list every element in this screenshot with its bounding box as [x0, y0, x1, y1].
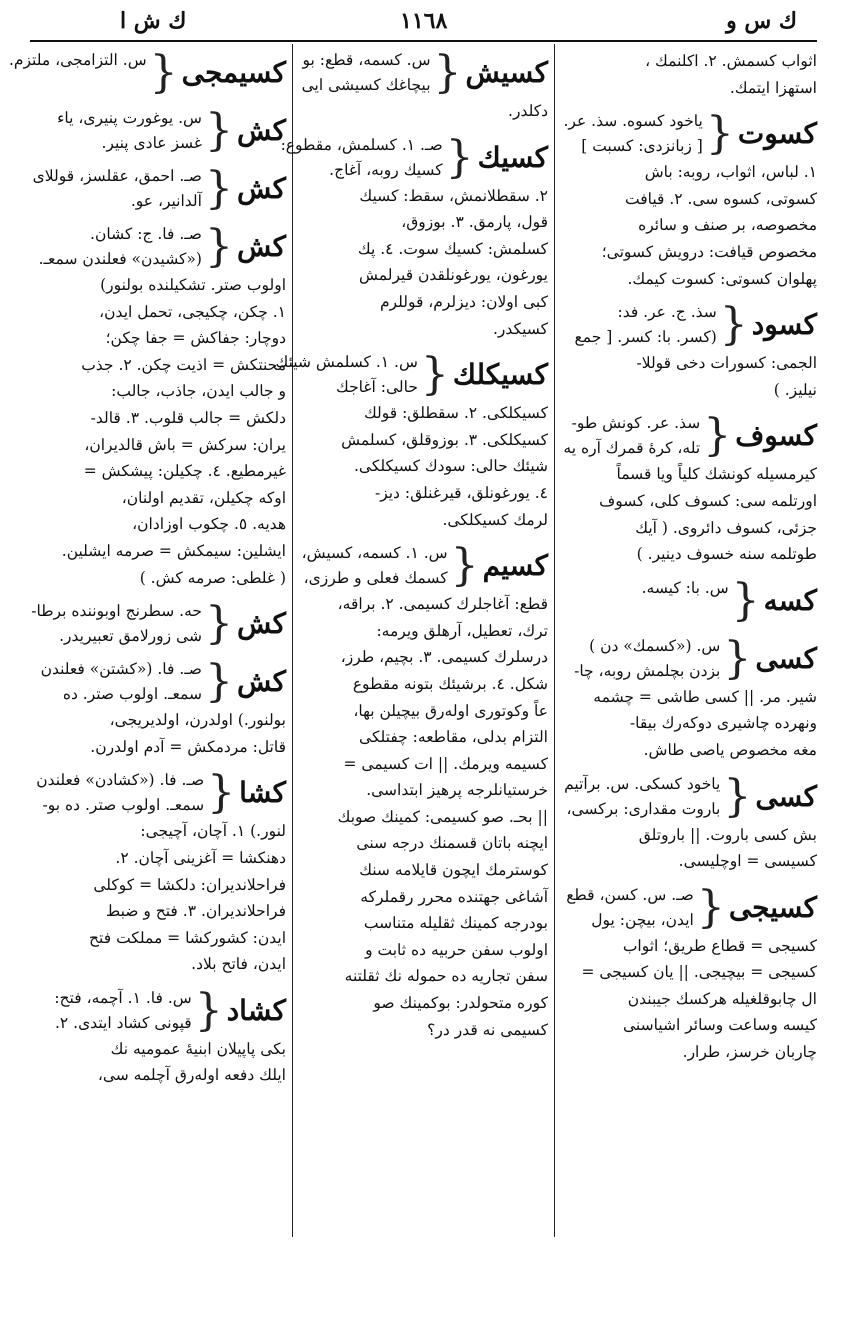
headword-gloss	[566, 883, 694, 933]
definition-line: يران: سركش = باش قالديران،	[84, 435, 286, 454]
gloss-line: كسيك روبه، آغاج.	[329, 160, 443, 179]
headword-gloss	[54, 986, 191, 1036]
entry-head-row	[30, 599, 286, 649]
definition-line: فراحلانديران: دلكشا = كوكلى	[93, 875, 286, 894]
headword: كسيم	[482, 549, 548, 583]
brace-glyph: {	[204, 656, 233, 708]
definition-line: دوچار: جفاكش = جفا چكن؛	[105, 329, 286, 348]
entry-head-row	[562, 300, 817, 350]
gloss-line: صـ. فا. ج: كشان.	[90, 225, 202, 243]
definition-line: نيليز. )	[773, 380, 817, 399]
gloss-line: («كشيدن» فعلندن سمعـ.	[38, 250, 202, 268]
definition-line: كسيكلكى. ٢. سقطلق: قولك	[363, 404, 548, 423]
definition-line: مغه مخصوص ياصى طاش.	[643, 740, 817, 759]
headword: كشاد	[226, 993, 286, 1027]
dictionary-column-left	[8, 47, 286, 1233]
entry-head-row	[562, 109, 817, 159]
headword: كش	[236, 665, 286, 699]
column-divider-left	[292, 44, 293, 1237]
gloss-line: تله، كرۀ قمرك آره يه	[563, 439, 701, 458]
definition-line: محنتكش = اذيت چكن. ٢. جذب	[81, 355, 286, 374]
column-divider-right	[554, 44, 555, 1237]
definition-line: التزام بدلى، مقاطعه: چفتلكى	[359, 728, 548, 747]
dictionary-entry	[30, 106, 286, 156]
definition-line: اولوب صتر. تشكيلنده بولنور)	[100, 276, 286, 294]
definition-line: ايشلين: سيمكش = صرمه ايشلين.	[61, 541, 286, 560]
dictionary-column-middle	[275, 47, 548, 1233]
header-letters-left: ك ش ا	[120, 8, 187, 34]
headword-gloss	[302, 541, 448, 591]
headword: كسود	[751, 308, 817, 342]
gloss-line: غسز عادى پنير.	[101, 134, 202, 152]
gloss-line: س. التزامجى، ملتزم.	[8, 51, 147, 69]
dictionary-entry	[300, 48, 548, 125]
brace-glyph: {	[420, 349, 449, 401]
gloss-line: سذ. ج. عر. فد:	[617, 303, 717, 322]
brace-glyph: {	[433, 47, 462, 98]
dictionary-entry	[30, 986, 286, 1089]
definition-line: قطع: آغاجلرك كسيمى. ٢. براقه،	[337, 595, 548, 614]
definition-line: ٢. سقطلانمش، سقط: كسيك	[359, 186, 548, 205]
headword-gloss	[302, 48, 431, 98]
gloss-line: حه. سطرنج اوبوننده برطا-	[31, 602, 202, 621]
headword-gloss	[574, 634, 720, 684]
gloss-line: سمعـ. اولوب صتر. ده بو-	[42, 796, 205, 815]
entry-head-row	[275, 349, 548, 401]
definition-line: شير. مر. || كسى طاشى = چشمه	[593, 687, 817, 706]
page-header	[30, 8, 817, 36]
brace-glyph: {	[149, 47, 178, 98]
gloss-line: صـ. فا. («كشتن» فعلندن	[40, 660, 202, 679]
gloss-line: س. فا. ١. آچمه، فتح:	[54, 988, 192, 1007]
definition-line: قول، پارمق. ٣. بوزوق،	[401, 213, 548, 232]
brace-glyph: {	[703, 410, 732, 462]
headword: كسه	[763, 583, 817, 617]
definition-line: هديه. ٥. چكوب اوزادان،	[132, 515, 286, 534]
definition-line: بودرجه كمينك ثقليله متناسب	[363, 914, 548, 933]
headword: كسى	[755, 641, 817, 675]
gloss-line: صـ. ١. كسلمش، مقطوع:	[280, 135, 443, 154]
definition-line: كسيكلكى. ٣. بوزوقلق، كسلمش	[341, 430, 548, 449]
definition-line: استهزا ايتمك.	[729, 78, 817, 97]
definition-line: بش كسى باروت. || باروتلق	[638, 825, 817, 844]
definition-line: كسيجى = قطاع طريق؛ اثواب	[622, 936, 817, 955]
headword-gloss	[33, 164, 202, 214]
entry-head-row	[30, 768, 286, 818]
entry-head-row	[300, 48, 548, 98]
brace-glyph: {	[194, 984, 223, 1036]
entry-head-row	[30, 986, 286, 1036]
gloss-line: آلدانير، عو.	[130, 192, 202, 210]
entry-head-row	[280, 131, 548, 183]
headword-gloss	[9, 48, 147, 73]
gloss-line: بيچاغك كسيشى ايى	[301, 76, 431, 94]
dictionary-entry	[562, 300, 817, 403]
headword: كسيجى	[728, 890, 817, 924]
gloss-line: صـ. احمق، عقلسز، قوللاى	[32, 167, 202, 185]
definition-line: يورغون، يورغونلقدن قيرلمش	[359, 266, 548, 285]
entry-head-row	[30, 164, 286, 214]
definition-line: سفن تجاريه ده حموله نك ثقلتنه	[344, 967, 548, 986]
headword: كسوت	[737, 117, 817, 151]
entry-head-row	[562, 411, 817, 461]
definition-line: كسلمش: كسيك سوت. ٤. پك	[357, 239, 548, 258]
definition-line: ايدن: كشوركشا = مملكت فتح	[89, 928, 286, 947]
gloss-line: س. («كسمك» دن )	[589, 636, 721, 655]
gloss-line: س. كسمه، قطع: بو	[302, 51, 431, 69]
definition-line: ترك، تعطيل، آرهلق ويرمه:	[376, 621, 548, 640]
gloss-line: بزدن بچلمش روبه، چا-	[574, 661, 721, 680]
entry-head-row	[562, 772, 817, 822]
definition-line: ايلك دفعه اوله‌رق آچلمه سى،	[97, 1066, 286, 1085]
dictionary-entry	[30, 222, 286, 591]
definition-line: ١. چكن، چكيجى، تحمل ايدن،	[99, 302, 286, 321]
gloss-line: باروت مقدارى: بركسى،	[566, 799, 721, 818]
entry-head-row	[562, 634, 817, 684]
gloss-line: ياخود كسوه. سذ. عر.	[563, 112, 703, 131]
entry-head-row	[562, 883, 817, 933]
gloss-line: س. يوغورت پنيرى، ياء	[57, 109, 202, 127]
definition-line: ونهرده چاشيرى دوكه‌رك بيقا-	[629, 714, 817, 733]
headword-gloss	[39, 222, 202, 272]
entry-head-row	[30, 106, 286, 156]
definition-line: ايدن، فاتح بلاد.	[191, 955, 286, 974]
entry-head-row	[30, 657, 286, 707]
entry-head-row	[562, 576, 817, 626]
brace-glyph: {	[204, 221, 233, 272]
definition-line: ال چابوقلغيله هركسك جيبندن	[627, 989, 817, 1008]
dictionary-entry	[8, 47, 286, 98]
definition-line: الجمى: كسورات دخى قوللا-	[636, 354, 817, 373]
brace-glyph: {	[207, 767, 236, 819]
definition-line: كوسترمك ايچون قايلامه سنك	[359, 861, 548, 880]
headword: كسى	[755, 779, 817, 813]
brace-glyph: {	[696, 881, 725, 933]
definition-line: كسيمى نه قدر در؟	[427, 1020, 548, 1039]
headword-gloss	[564, 109, 703, 159]
headword: كش	[236, 607, 286, 641]
dictionary-entry	[30, 599, 286, 649]
entry-head-row	[8, 47, 286, 98]
dictionary-entry	[562, 109, 817, 292]
headword: كش	[236, 172, 286, 205]
definition-line: كوره متحولدر: بوكمينك صو	[373, 994, 548, 1013]
definition-line: پهلوان كسوتى: كسوت كيمك.	[627, 269, 817, 288]
definition-line: كسيكدر.	[493, 319, 548, 338]
definition-line: || بحـ. صو كسيمى: كمينك صوبك	[337, 807, 548, 826]
dictionary-entry	[562, 634, 817, 764]
dictionary-entry	[562, 576, 817, 626]
definition-line: اثواب كسمش. ٢. اكلنمك ،	[645, 52, 817, 70]
definition-line: غيرمطيع. ٤. چكيلن: پيشكش =	[83, 462, 286, 481]
page-number: ۱۱٦۸	[400, 8, 448, 34]
definition-line: درسلرك كسيمى. ٣. بچيم، طرز،	[340, 648, 548, 667]
gloss-line: سذ. عر. كونش طو-	[571, 414, 701, 433]
gloss-line: صـ. فا. («كشادن» فعلندن	[36, 771, 205, 790]
definition-line: ٤. يورغونلق، قيرغنلق: دیز-	[374, 483, 548, 502]
dictionary-entry	[30, 657, 286, 760]
brace-glyph: {	[723, 770, 752, 822]
brace-glyph: {	[719, 299, 748, 351]
definition-line: مخصوص قيافت: درويش كسوتى؛	[601, 242, 817, 261]
gloss-line: صـ. س. كسن، قطع	[566, 885, 694, 904]
definition-line: ١. لباس، اثواب، روبه: باش	[644, 163, 817, 182]
headword-gloss	[276, 350, 418, 400]
definition-line: لنور.) ١. آچان، آچيجى:	[140, 822, 286, 841]
headword-gloss	[41, 657, 202, 707]
dictionary-entry	[562, 772, 817, 875]
dictionary-entry	[30, 164, 286, 214]
definition-line: كيسه وساعت وسائر اشياسنى	[623, 1016, 817, 1035]
gloss-line: سمعـ. اولوب صتر. ده	[62, 685, 202, 704]
definition-line: طوتلمه سنه خسوف دينير. )	[636, 545, 817, 564]
headword: كسوف	[735, 419, 817, 453]
brace-glyph: {	[723, 632, 752, 684]
brace-glyph: {	[204, 105, 233, 156]
entry-head-row	[300, 541, 548, 591]
headword-gloss	[563, 411, 700, 461]
definition-line: كيرمسيله كونشك كلياً ويا قسماً	[616, 465, 817, 484]
definition-line: كسيجى = بيچيجى. || يان كسيجى =	[581, 963, 817, 982]
headword-gloss	[281, 133, 443, 183]
definition-line: اورتلمه سى: كسوف كلى، كسوف	[599, 491, 817, 510]
definition-line: مخصوصه، بر صنف و سائره	[638, 216, 817, 235]
definition-line: قاتل: مردمكش = آدم اولدرن.	[90, 737, 286, 756]
definition-line: كسوتى، كسوه سى. ٢. قيافت	[624, 189, 817, 208]
definition-line: شكل. ٤. برشيئك بتونه مقطوع	[352, 674, 548, 693]
gloss-line: قپونى كشاد ايتدى. ٢.	[54, 1013, 192, 1032]
definition-line: دلكش = جالب قلوب. ٣. قالد-	[90, 408, 286, 427]
headword-gloss	[57, 106, 202, 156]
brace-glyph: {	[731, 574, 760, 626]
headword: كسيكلك	[452, 358, 548, 392]
headword: كسيش	[465, 56, 548, 89]
entry-head-row	[30, 222, 286, 272]
dictionary-entry	[562, 48, 817, 101]
definition-line: ( غلطى: صرمه كش. )	[139, 568, 286, 587]
headword-gloss	[31, 599, 202, 649]
headword: كشا	[239, 776, 286, 810]
gloss-line: س. با: كيسه.	[641, 578, 729, 597]
definition-line: لرمك كسيكلكى.	[442, 510, 548, 529]
definition-line: چاربان خرسز، طرار.	[682, 1043, 817, 1062]
headword: كش	[236, 230, 286, 263]
gloss-line: س. ١. كسمه، كسيش،	[301, 544, 448, 563]
header-letters-right: ك س و	[726, 8, 797, 34]
headword-gloss	[564, 772, 720, 822]
brace-glyph: {	[705, 108, 734, 160]
brace-glyph: {	[204, 598, 233, 650]
headword: كسيمجى	[181, 56, 286, 89]
gloss-line: (كسر. با: كسر. [ جمع	[574, 328, 717, 347]
definition-line: ايچنه باتان قسمنك درجه سنى	[356, 834, 548, 853]
definition-line: بولنور.) اولدرن، اولديريجى،	[109, 711, 286, 730]
dictionary-entry	[562, 883, 817, 1066]
definition-line: عاً وكوتورى اوله‌رق بيچيلن بها،	[353, 701, 548, 720]
gloss-line: [ زبانزدى: كسبت ]	[581, 137, 703, 156]
headword: كش	[236, 114, 286, 147]
dictionary-entry	[300, 541, 548, 1043]
definition-line: بكى پاپيلان ابنيۀ عموميه نك	[110, 1039, 286, 1058]
headword-gloss	[642, 576, 729, 601]
definition-line: دكلدر.	[508, 102, 548, 120]
definition-line: جزئى، كسوف دائروى. ( آيك	[635, 518, 817, 537]
definition-line: دهنكشا = آغزينى آچان. ٢.	[115, 848, 286, 867]
dictionary-column-right	[562, 48, 817, 1233]
definition-line: كسيمه ويرمك. || ات كسيمى =	[343, 754, 548, 773]
definition-line: كسيسى = اوچليسى.	[678, 852, 817, 871]
gloss-line: كسمك فعلى و طرزى،	[303, 569, 448, 588]
definition-line: شيئك حالى: سودك كسيكلكى.	[353, 457, 548, 476]
dictionary-entry	[275, 349, 548, 533]
definition-line: كبى اولان: دیزلرم، قوللرم	[379, 292, 548, 311]
definition-line: آشاغى جهتنده محرر رقملركه	[360, 887, 548, 906]
gloss-line: س. ١. كسلمش شيئك	[275, 353, 418, 372]
header-rule	[30, 40, 817, 42]
definition-line: خرستيانلرجه پرهيز ابتداسى.	[366, 781, 548, 800]
dictionary-entry	[30, 768, 286, 978]
definition-line: اولوب سفن حربيه ده ثابت و	[365, 940, 548, 959]
headword-gloss	[575, 300, 717, 350]
gloss-line: شى زورلامق تعبيريدر.	[59, 627, 202, 646]
dictionary-entry	[280, 131, 548, 343]
brace-glyph: {	[204, 163, 233, 214]
gloss-line: ايدن، بيچن: يول	[591, 910, 694, 929]
definition-line: اوكه چكيلن، تقديم اولنان،	[121, 488, 286, 507]
headword: كسيك	[477, 140, 548, 174]
brace-glyph: {	[445, 131, 474, 183]
definition-line: و جالب ايدن، جاذب، جالب:	[111, 382, 286, 401]
definition-line: فراحلانديران. ٣. فتح و ضبط	[105, 902, 286, 921]
dictionary-entry	[562, 411, 817, 567]
gloss-line: ياخود كسكى. س. برآتيم	[564, 774, 721, 793]
headword-gloss	[36, 768, 204, 818]
brace-glyph: {	[450, 540, 479, 592]
gloss-line: حالى: آغاجك	[336, 378, 418, 397]
